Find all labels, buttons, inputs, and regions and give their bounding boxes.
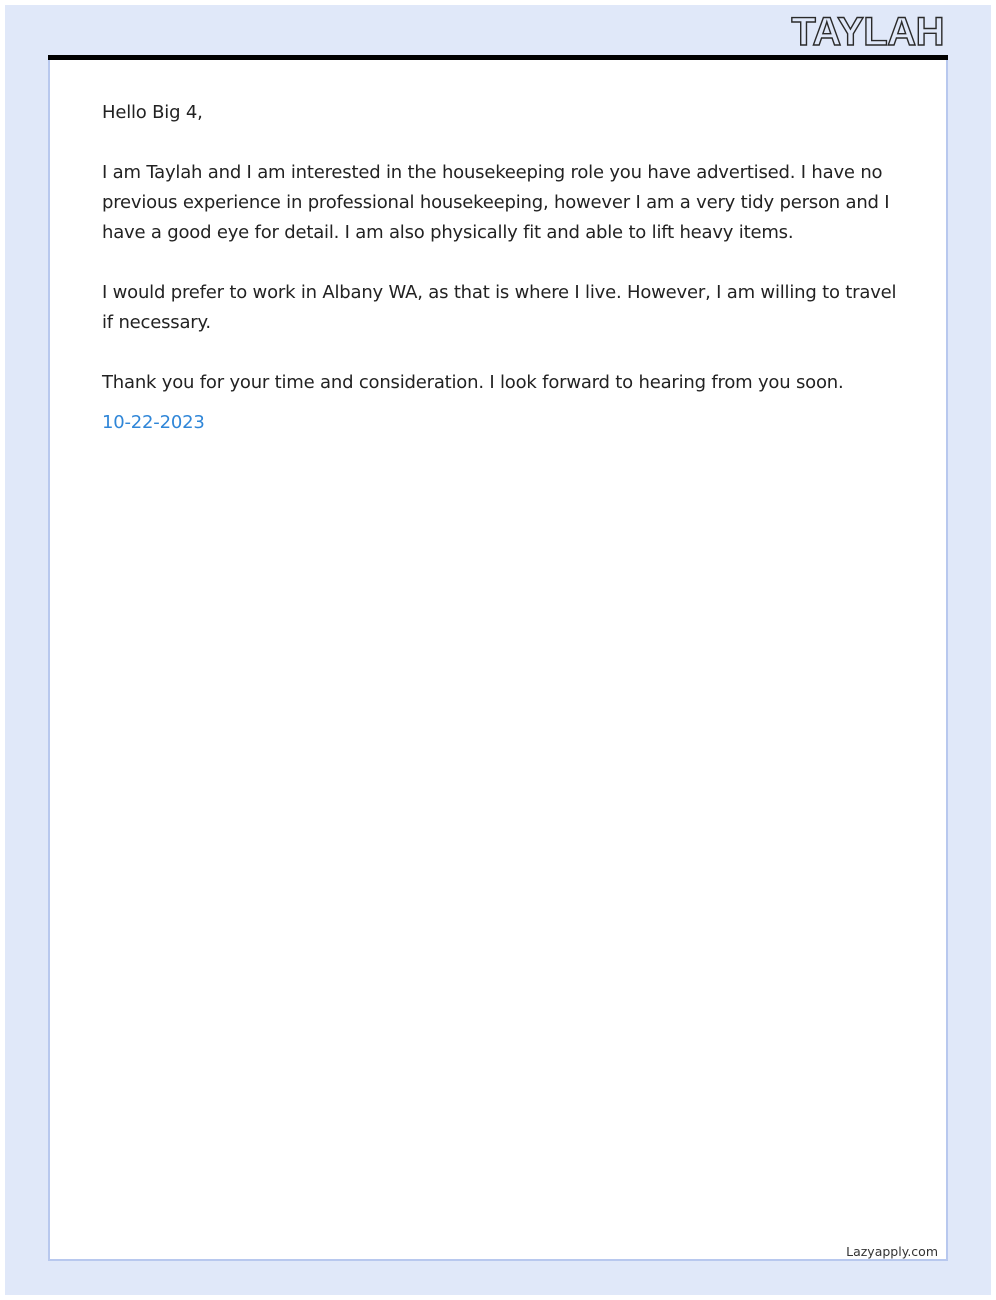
letter-greeting: Hello Big 4, <box>102 102 203 123</box>
letter-closing: Thank you for your time and consideration. I look forward to hearing from you soon. <box>102 372 844 393</box>
letter-paragraph-location: I would prefer to work in Albany WA, as that is where I live. However, I am willing to travel if necessary. <box>102 282 897 333</box>
letter-body <box>102 98 902 438</box>
footer-brand: Lazyapply.com <box>846 1244 938 1259</box>
cover-letter-sheet <box>48 60 948 1261</box>
letter-paragraph-intro: I am Taylah and I am interested in the housekeeping role you have advertised. I have no previous experience in professional housekeeping, however I am a very tidy person and I have a good eye for detail. I am also physically fit and able to lift heavy items. <box>102 162 890 243</box>
letter-date: 10-22-2023 <box>102 412 205 433</box>
applicant-name-heading: TAYLAH <box>791 10 944 54</box>
